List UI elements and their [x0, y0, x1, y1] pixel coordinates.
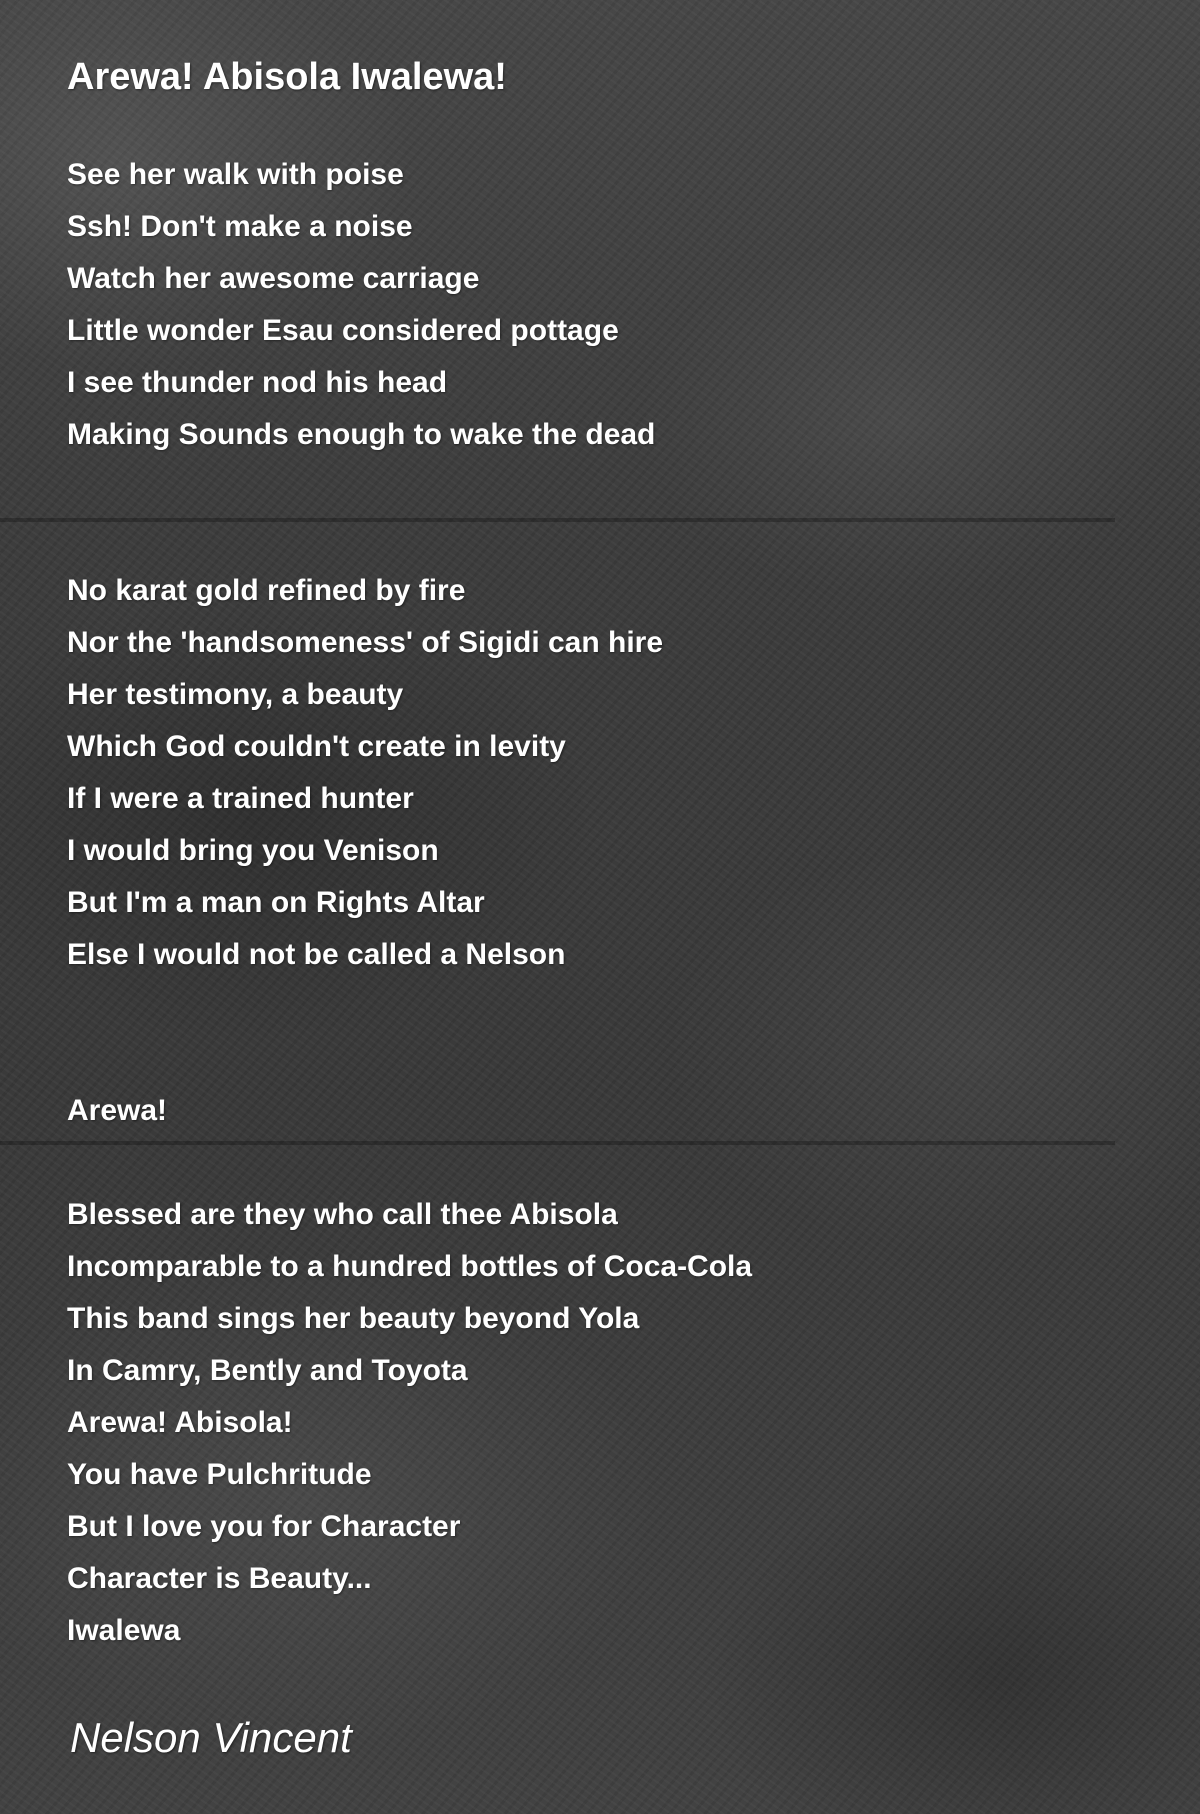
poem-author: Nelson Vincent [70, 1714, 352, 1761]
background-seam [0, 518, 1115, 522]
poem-line: Ssh! Don't make a noise [67, 210, 413, 243]
stanza-4 [67, 1189, 752, 1657]
poem-line: See her walk with poise [67, 158, 404, 191]
poem-line: Iwalewa [67, 1614, 181, 1647]
poem-line: But I'm a man on Rights Altar [67, 886, 485, 919]
poem-line: Else I would not be called a Nelson [67, 938, 566, 971]
poem-line: Incomparable to a hundred bottles of Coca-Cola [67, 1250, 753, 1283]
stanza-1 [67, 149, 655, 461]
poem-line: Little wonder Esau considered pottage [67, 314, 619, 347]
poem-line: Arewa! Abisola! [67, 1406, 293, 1439]
poem-line: Blessed are they who call thee Abisola [67, 1198, 618, 1231]
stanza-2 [67, 565, 663, 981]
poem-line: Nor the 'handsomeness' of Sigidi can hire [67, 626, 664, 659]
poem-line: Her testimony, a beauty [67, 678, 404, 711]
poem-line: Watch her awesome carriage [67, 262, 480, 295]
poem-line: Which God couldn't create in levity [67, 730, 566, 763]
poem-line: You have Pulchritude [67, 1458, 372, 1491]
background-seam [0, 1141, 1115, 1145]
poem-line: In Camry, Bently and Toyota [67, 1354, 468, 1387]
poem-line: I would bring you Venison [67, 834, 439, 867]
poem-line: This band sings her beauty beyond Yola [67, 1302, 640, 1335]
poem-line: I see thunder nod his head [67, 366, 448, 399]
poem-line: But I love you for Character [67, 1510, 461, 1543]
stanza-3 [67, 1085, 167, 1137]
poem-line: No karat gold refined by fire [67, 574, 466, 607]
poem-title: Arewa! Abisola Iwalewa! [67, 56, 507, 98]
poem-line: Arewa! [67, 1094, 168, 1127]
poem-line: Character is Beauty... [67, 1562, 372, 1595]
poem-line: If I were a trained hunter [67, 782, 414, 815]
poem-line: Making Sounds enough to wake the dead [67, 418, 656, 451]
